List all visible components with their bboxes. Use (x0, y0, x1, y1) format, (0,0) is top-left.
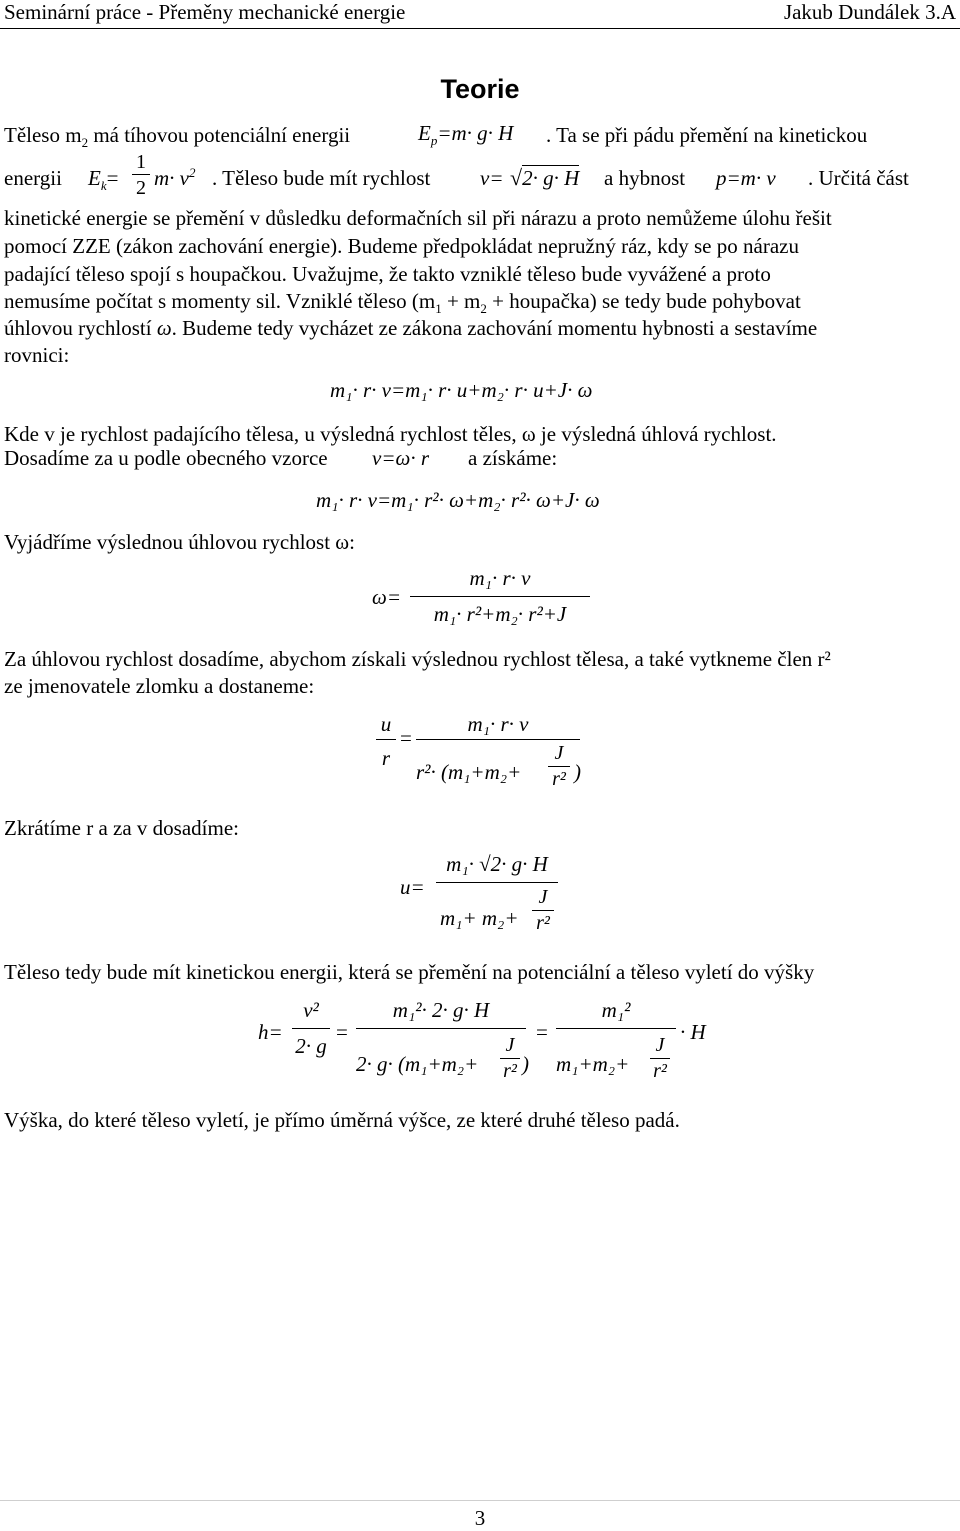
paragraph-line: Dosadíme za u podle obecného vzorce (4, 446, 328, 470)
paragraph-line: Těleso tedy bude mít kinetickou energii, která se přemění na potenciální a těleso vyletí do výšky (4, 960, 815, 984)
paragraph-line: a získáme: (468, 446, 558, 470)
fraction-half: 1 2 (132, 152, 150, 198)
equals-sign: = (400, 726, 412, 750)
footer-rule (0, 1500, 960, 1501)
paragraph-line: pomocí ZZE (zákon zachování energie). Budeme předpokládat nepružný ráz, kdy se po nárazu (4, 234, 799, 258)
equation-momentum: p=m· v (716, 166, 776, 190)
paragraph-line: úhlovou rychlostí ω. Budeme tedy vycházet ze zákona zachování momentu hybnosti a sestavíme (4, 316, 818, 340)
equation-u-over-r-fraction: m₁· r· v (416, 712, 580, 736)
fraction-mass-ratio: m₁² (556, 998, 676, 1022)
fraction-u-over-r: u r (376, 712, 396, 770)
paragraph-line: . Těleso bude mít rychlost (212, 166, 431, 190)
paragraph-line: padající těleso spojí s houpačkou. Uvažujme, že takto vzniklé těleso bude vyvážené a proto (4, 262, 771, 286)
fraction-J-over-r2: J r² (548, 742, 570, 790)
equation-h-lhs: h= (258, 1020, 283, 1044)
paragraph-line: Kde v je rychlost padajícího tělesa, u výsledná rychlost těles, ω je výsledná úhlová rychlost. (4, 422, 777, 446)
paragraph-line: rovnici: (4, 343, 70, 367)
denominator-expression: r²· (m₁+m₂+ (416, 760, 522, 784)
paragraph-line: . Určitá část (808, 166, 909, 190)
fraction-v2-over-2g: v² 2· g (292, 998, 330, 1058)
sqrt-expression: √2· g· H (510, 165, 580, 190)
paragraph-line: Těleso $m_2$ má tíhovou potenciální energii (4, 123, 351, 151)
equation-u-lhs: u= (400, 875, 425, 899)
paragraph-line: Vyjádříme výslednou úhlovou rychlost ω: (4, 530, 355, 554)
equation-kinetic-energy-rhs: $m\cdot v^2$ (154, 165, 196, 190)
equation-potential-energy: $E_p=m\cdot g\cdot H$ (418, 121, 514, 149)
paragraph-line: . Ta se při pádu přemění na kinetickou (546, 123, 868, 147)
equals-sign: = (336, 1020, 348, 1044)
section-title: Teorie (440, 74, 520, 104)
fraction-energy: m₁²· 2· g· H (356, 998, 526, 1022)
header-title: Seminární práce - Přeměny mechanické energie (4, 0, 406, 24)
paren-close: ) (574, 760, 581, 784)
paren-close: ) (522, 1052, 529, 1076)
denominator-expression: m₁+m₂+ (556, 1052, 630, 1076)
denominator-expression: m₁+ m₂+ (440, 906, 519, 930)
page-number: 3 (474, 1506, 486, 1530)
equation-v-omega-r: v=ω· r (372, 446, 429, 470)
height-factor: · H (680, 1020, 706, 1044)
page-header (0, 0, 960, 30)
equals-sign: = (536, 1020, 548, 1044)
equation-kinetic-energy-lhs: $E_k=$ (88, 166, 119, 194)
paragraph-line: Výška, do které těleso vyletí, je přímo úměrná výšce, ze které druhé těleso padá. (4, 1108, 680, 1132)
header-rule (0, 28, 960, 29)
denominator-expression: 2· g· (m₁+m₂+ (356, 1052, 479, 1076)
fraction-J-over-r2: J r² (500, 1034, 520, 1082)
equation-omega-fraction: m₁· r· v m₁· r²+m₂· r²+J (410, 566, 590, 626)
paragraph-line: a hybnost (604, 166, 686, 190)
equation-omega-lhs: ω= (372, 585, 401, 609)
equation-angular-momentum: m₁· r· v=m₁· r· u+m₂· r· u+J· ω (330, 378, 593, 402)
equation-velocity: v= (480, 166, 504, 190)
paragraph-line: ze jmenovatele zlomku a dostaneme: (4, 674, 315, 698)
paragraph-line: kinetické energie se přemění v důsledku deformačních sil při nárazu a proto nemůžeme úlohu řešit (4, 206, 832, 230)
paragraph-line: Zkrátíme r a za v dosadíme: (4, 816, 239, 840)
paragraph-line: nemusíme počítat s momenty sil. Vzniklé těleso ($m_1 + m_2$ + houpačka) se tedy bude pohybovat (4, 289, 801, 317)
header-author: Jakub Dundálek 3.A (783, 0, 956, 24)
equation-substituted: m₁· r· v=m₁· r²· ω+m₂· r²· ω+J· ω (316, 488, 600, 512)
fraction-J-over-r2: J r² (532, 886, 554, 934)
fraction-J-over-r2: J r² (650, 1034, 670, 1082)
paragraph-line: Za úhlovou rychlost dosadíme, abychom získali výslednou rychlost tělesa, a také vytkneme člen r² (4, 647, 831, 671)
equation-u-fraction: m₁· √2· g· H (436, 852, 558, 876)
paragraph-line: energii (4, 166, 62, 190)
